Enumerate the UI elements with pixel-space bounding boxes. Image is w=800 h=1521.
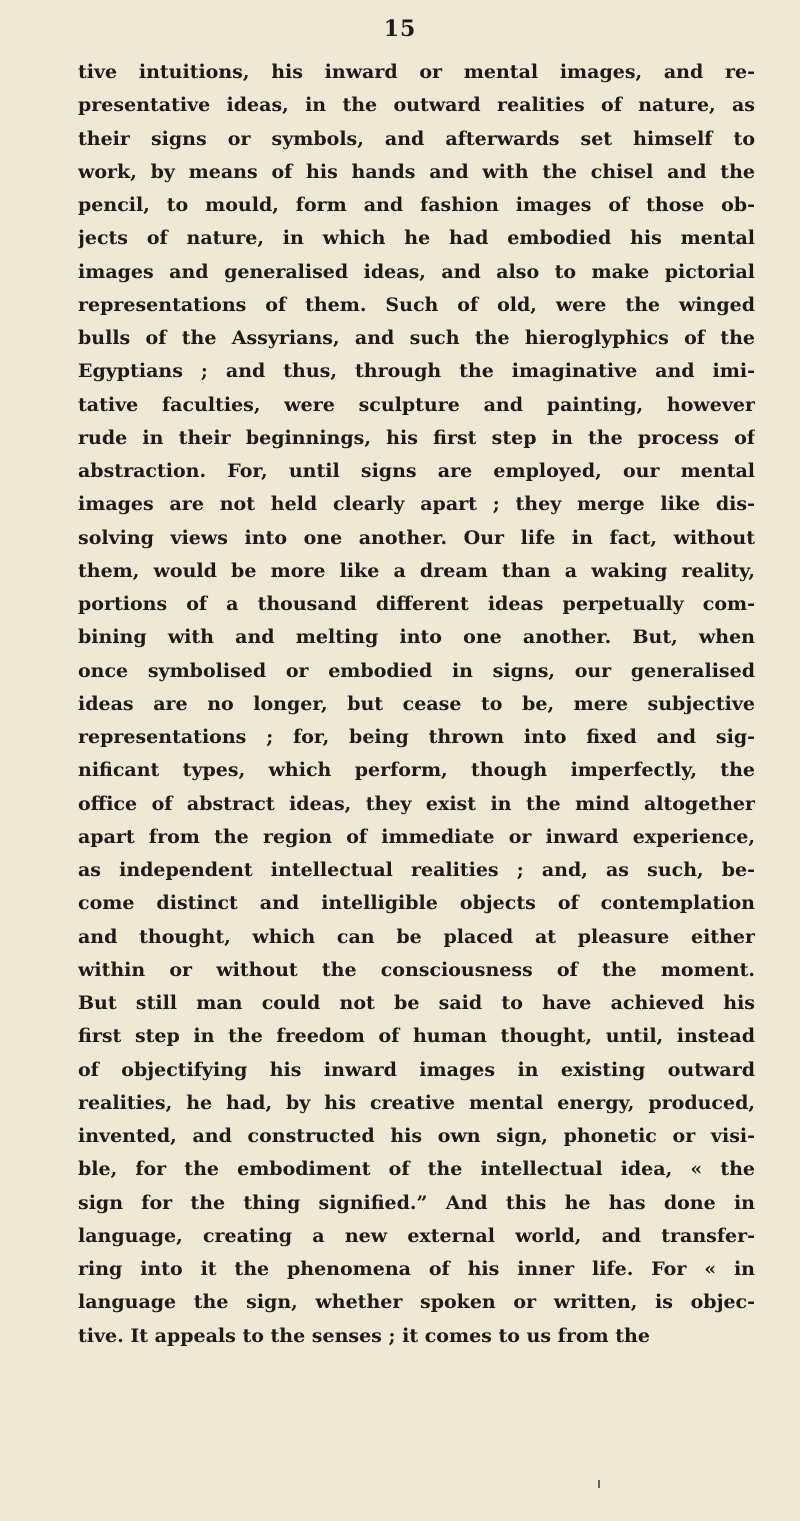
text-line: solving views into one another. Our life in fact, without xyxy=(78,526,755,549)
text-line: sign for the thing signified.” And this he has done in xyxy=(78,1191,755,1214)
text-line: representations ; for, being thrown into fixed and sig- xyxy=(78,726,755,748)
text-line: tive. It appeals to the senses ; it comes to us from the xyxy=(78,1324,650,1347)
text-line: bining with and melting into one another. But, when xyxy=(78,626,755,649)
text-line: of objectifying his inward images in existing outward xyxy=(78,1058,755,1081)
text-line: Egyptians ; and thus, through the imaginative and imi- xyxy=(78,360,755,383)
text-line: images are not held clearly apart ; they merge like dis- xyxy=(78,493,755,516)
text-line: once symbolised or embodied in signs, our generalised xyxy=(78,659,755,682)
print-speck xyxy=(598,1480,600,1488)
text-line: their signs or symbols, and afterwards set himself to xyxy=(78,127,755,150)
text-line: abstraction. For, until signs are employed, our mental xyxy=(78,460,755,482)
text-line: jects of nature, in which he had embodied his mental xyxy=(78,227,755,250)
text-line: apart from the region of immediate or inward experience, xyxy=(78,825,755,848)
text-line: pencil, to mould, form and fashion images of those ob- xyxy=(78,194,755,216)
text-line: realities, he had, by his creative mental energy, produced, xyxy=(78,1091,755,1114)
text-line: ring into it the phenomena of his inner life. For « in xyxy=(78,1258,755,1280)
text-line: portions of a thousand different ideas perpetually com- xyxy=(78,593,755,615)
text-line: images and generalised ideas, and also to make pictorial xyxy=(78,260,755,283)
text-line: But still man could not be said to have achieved his xyxy=(78,992,755,1014)
text-line: come distinct and intelligible objects of contemplation xyxy=(78,892,755,915)
text-line: tative faculties, were sculpture and painting, however xyxy=(78,393,755,416)
text-line: ble, for the embodiment of the intellectual idea, « the xyxy=(78,1158,755,1181)
text-line: presentative ideas, in the outward realities of nature, as xyxy=(78,94,755,117)
text-line: within or without the consciousness of the moment. xyxy=(78,958,755,981)
text-line: tive intuitions, his inward or mental images, and re- xyxy=(78,61,755,83)
page-number: 15 xyxy=(383,16,417,42)
text-line: representations of them. Such of old, were the winged xyxy=(78,293,755,316)
text-line: nificant types, which perform, though imperfectly, the xyxy=(78,759,755,782)
text-line: ideas are no longer, but cease to be, mere subjective xyxy=(78,692,755,715)
text-line: them, would be more like a dream than a waking reality, xyxy=(78,559,755,582)
text-line: first step in the freedom of human thought, until, instead xyxy=(78,1025,755,1048)
text-line: language, creating a new external world, and transfer- xyxy=(78,1224,755,1247)
text-line: rude in their beginnings, his first step in the process of xyxy=(78,426,755,449)
text-line: as independent intellectual realities ; and, as such, be- xyxy=(78,859,755,881)
body-text xyxy=(78,56,755,1353)
text-line: work, by means of his hands and with the chisel and the xyxy=(78,160,755,183)
text-line: office of abstract ideas, they exist in the mind altogether xyxy=(78,792,755,815)
text-line: invented, and constructed his own sign, phonetic or visi- xyxy=(78,1125,755,1147)
text-line: language the sign, whether spoken or written, is objec- xyxy=(78,1291,755,1314)
text-line: bulls of the Assyrians, and such the hieroglyphics of the xyxy=(78,327,755,349)
text-line: and thought, which can be placed at pleasure either xyxy=(78,925,755,948)
